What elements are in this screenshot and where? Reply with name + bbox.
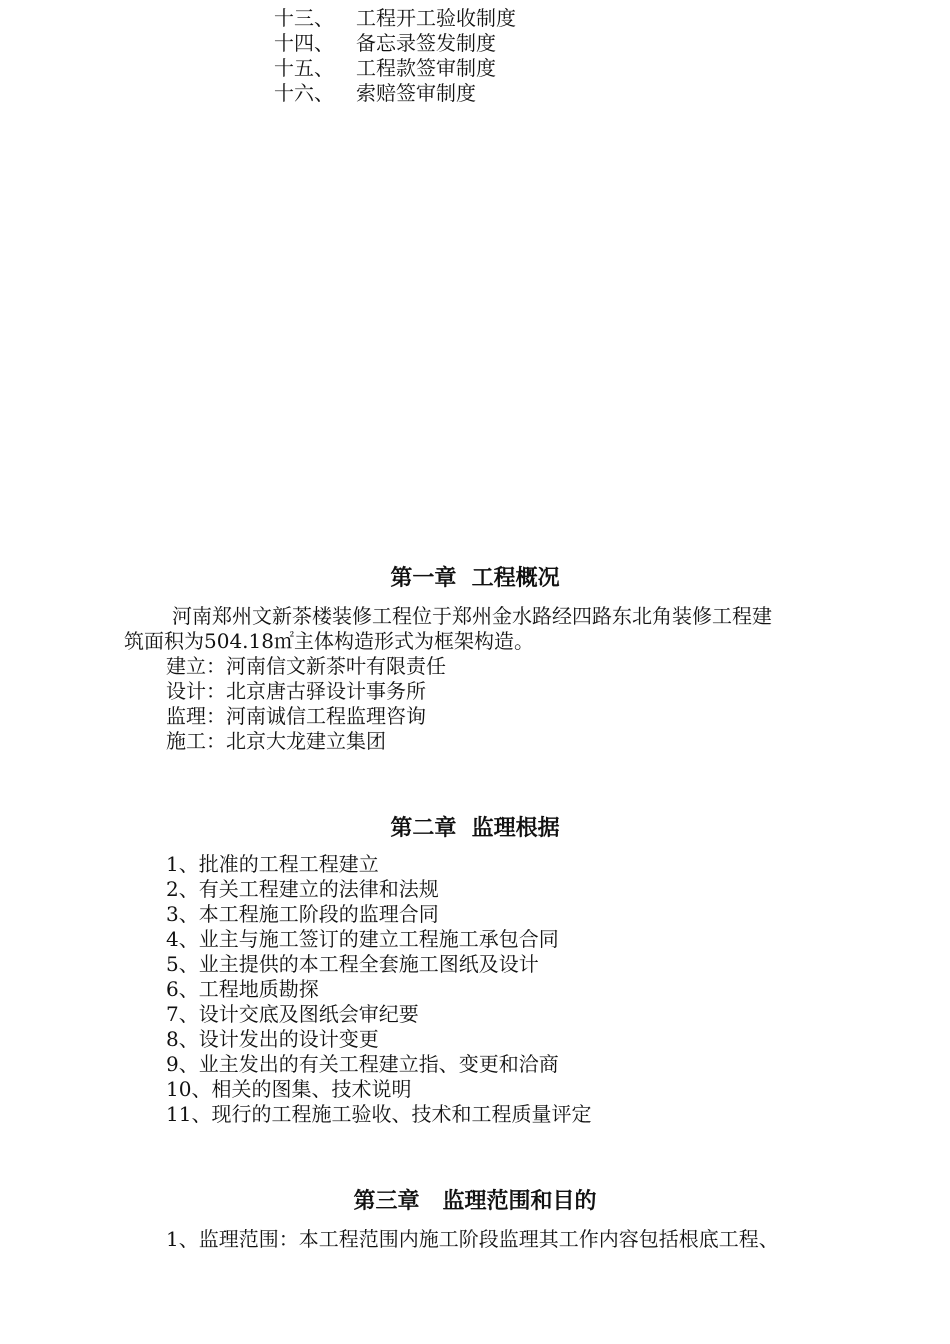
toc-item <box>274 81 476 106</box>
chapter-1-paragraph-line-1: 河南郑州文新茶楼装修工程位于郑州金水路经四路东北角装修工程建 <box>172 604 772 628</box>
chapter-2-item: 4、业主与施工签订的建立工程施工承包合同 <box>166 927 559 951</box>
toc-number: 十四、 <box>274 31 334 55</box>
chapter-3-title: 第三章 监理范围和目的 <box>353 1188 597 1214</box>
chapter-1-item: 施工：北京大龙建立集团 <box>166 729 386 753</box>
toc-item <box>274 31 496 56</box>
chapter-2-item: 10、相关的图集、技术说明 <box>166 1077 412 1101</box>
chapter-2-item: 2、有关工程建立的法律和法规 <box>166 877 439 901</box>
toc-title: 工程款签审制度 <box>356 56 496 80</box>
toc-title: 工程开工验收制度 <box>356 6 516 30</box>
toc-number: 十六、 <box>274 81 334 105</box>
chapter-1-item: 建立：河南信文新茶叶有限责任 <box>166 654 446 678</box>
toc-item <box>274 56 496 81</box>
chapter-2-title: 第二章 监理根据 <box>390 815 560 841</box>
chapter-3-item: 1、监理范围：本工程范围内施工阶段监理其工作内容包括根底工程、 <box>166 1227 779 1251</box>
toc-title: 索赔签审制度 <box>356 81 476 105</box>
chapter-2-item: 1、批准的工程工程建立 <box>166 852 379 876</box>
chapter-2-item: 5、业主提供的本工程全套施工图纸及设计 <box>166 952 539 976</box>
chapter-2-item: 11、现行的工程施工验收、技术和工程质量评定 <box>166 1102 592 1126</box>
chapter-2-item: 8、设计发出的设计变更 <box>166 1027 379 1051</box>
chapter-2-item: 3、本工程施工阶段的监理合同 <box>166 902 439 926</box>
toc-item <box>274 6 516 31</box>
chapter-2-item: 6、工程地质勘探 <box>166 977 319 1001</box>
chapter-1-paragraph-line-2: 筑面积为504.18㎡主体构造形式为框架构造。 <box>124 629 534 653</box>
toc-title: 备忘录签发制度 <box>356 31 496 55</box>
chapter-1-item: 监理：河南诚信工程监理咨询 <box>166 704 426 728</box>
toc-number: 十五、 <box>274 56 334 80</box>
chapter-1-item: 设计：北京唐古驿设计事务所 <box>166 679 426 703</box>
chapter-2-item: 9、业主发出的有关工程建立指、变更和洽商 <box>166 1052 559 1076</box>
chapter-1-title: 第一章 工程概况 <box>390 565 560 591</box>
toc-number: 十三、 <box>274 6 334 30</box>
chapter-2-item: 7、设计交底及图纸会审纪要 <box>166 1002 419 1026</box>
